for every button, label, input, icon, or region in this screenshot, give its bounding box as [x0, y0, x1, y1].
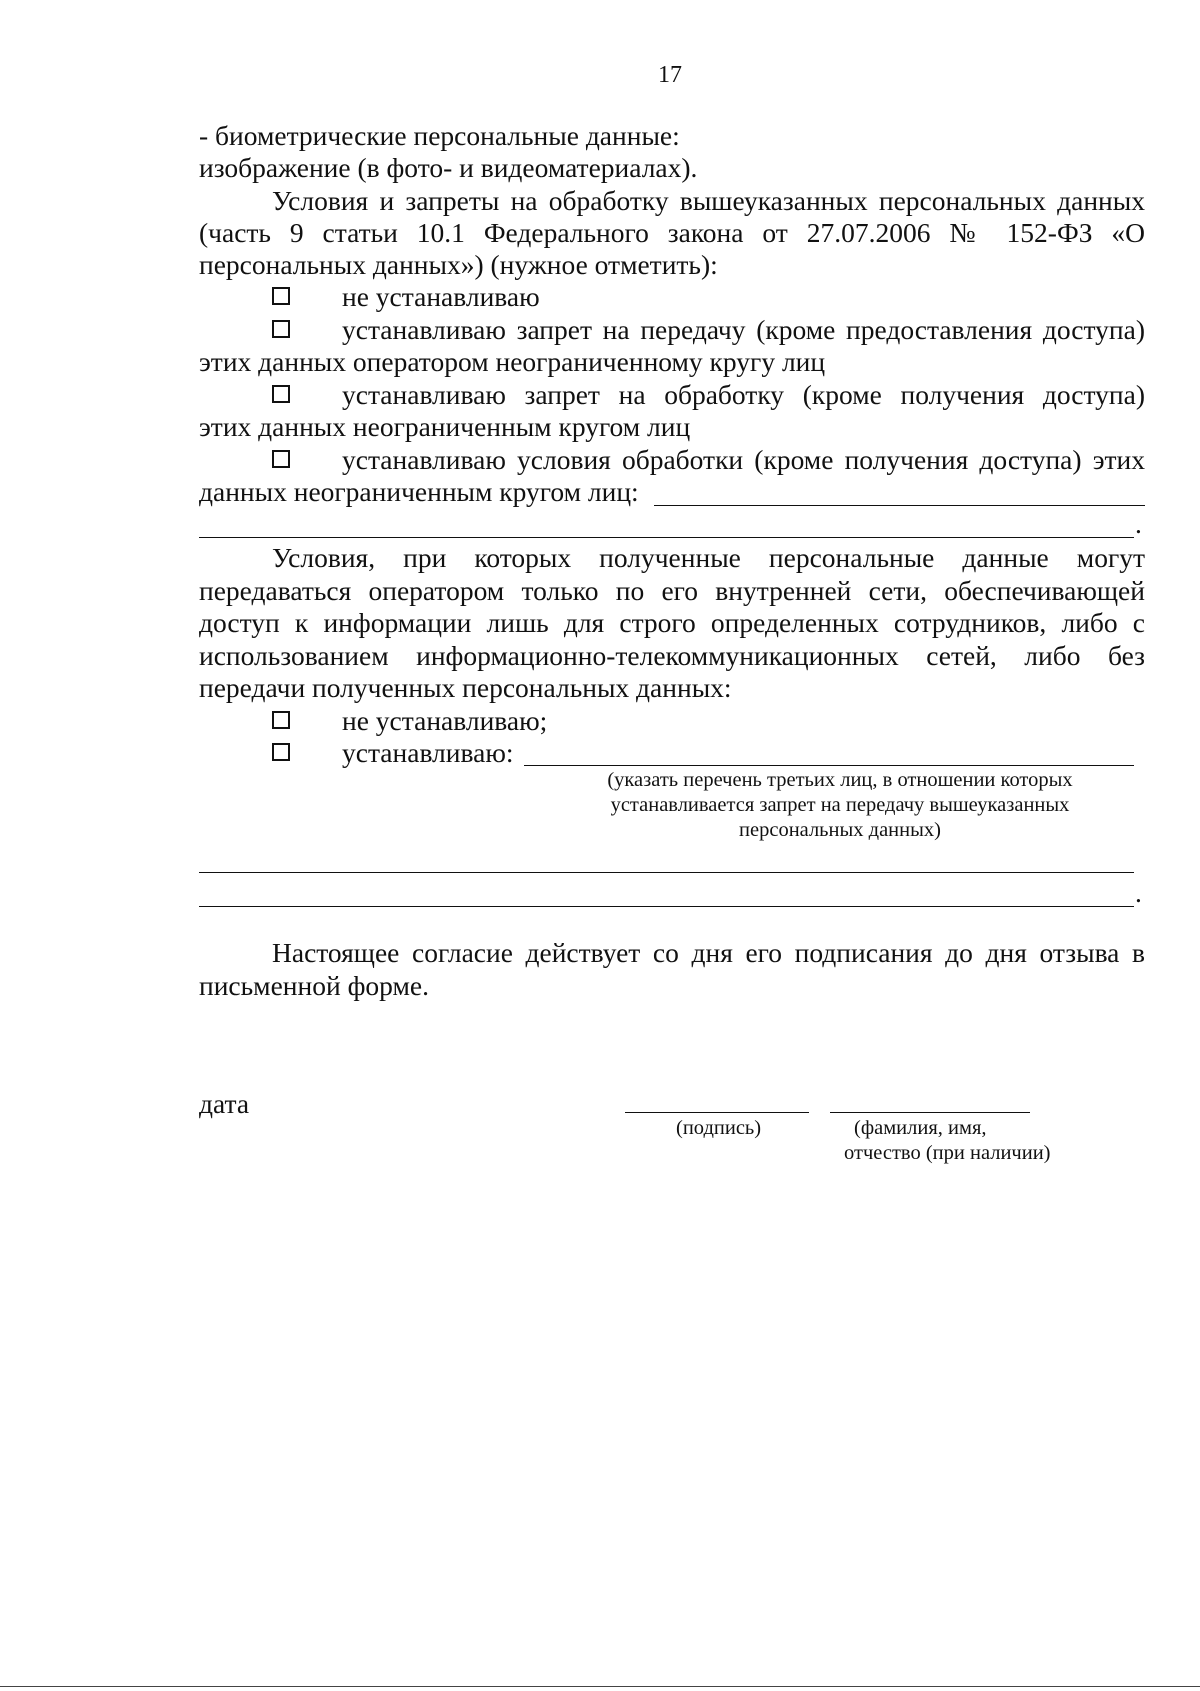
conditions1-line3: персональных данных») (нужное отметить): — [199, 249, 718, 280]
option-set-conditions-continuation: данных неограниченным кругом лиц: — [199, 476, 639, 507]
checkbox[interactable] — [272, 287, 290, 305]
conditions-fill-line[interactable] — [654, 505, 1145, 506]
name-caption-line1: (фамилия, имя, — [854, 1117, 987, 1139]
option-ban-processing-continuation: этих данных неограниченным кругом лиц — [199, 411, 691, 442]
checkbox[interactable] — [272, 385, 290, 403]
name-line[interactable] — [830, 1112, 1030, 1113]
conditions2-line3: доступ к информации лишь для строго определенных сотрудников, либо с — [199, 607, 1145, 638]
conditions2-line1: Условия, при которых полученные персональные данные могут — [272, 542, 1145, 573]
option-set-conditions[interactable] — [199, 444, 1145, 476]
validity-line1: Настоящее согласие действует со дня его подписания до дня отзыва в — [272, 937, 1145, 968]
conditions-fill-line-2[interactable] — [199, 537, 1134, 538]
checkbox[interactable] — [272, 711, 290, 729]
third-parties-fill-line[interactable] — [524, 765, 1134, 766]
caption-line: (указать перечень третьих лиц, в отношении которых — [607, 769, 1073, 791]
page-bottom-edge — [0, 1686, 1200, 1687]
option-ban-transfer-continuation: этих данных оператором неограниченному кругу лиц — [199, 346, 826, 377]
name-caption-line2: отчество (при наличии) — [844, 1142, 1051, 1164]
page-number: 17 — [658, 62, 682, 88]
line-end-period: . — [1135, 877, 1142, 908]
conditions2-line4: использованием информационно-телекоммуникационных сетей, либо без — [199, 640, 1145, 671]
caption-line: устанавливается запрет на передачу вышеуказанных — [610, 794, 1070, 816]
option-ban-transfer[interactable] — [199, 314, 1145, 346]
option-label: устанавливаю: — [342, 737, 514, 768]
option-label: не устанавливаю; — [342, 705, 548, 736]
signature-caption: (подпись) — [676, 1117, 762, 1139]
option-label: устанавливаю запрет на обработку (кроме получения доступа) — [342, 379, 1145, 410]
option-not-set[interactable] — [199, 281, 1145, 313]
line-end-period: . — [1135, 508, 1142, 539]
option-label: не устанавливаю — [342, 281, 540, 312]
conditions2-line2: передаваться оператором только по его внутренней сети, обеспечивающей — [199, 575, 1145, 606]
biometric-heading: - биометрические персональные данные: — [199, 120, 680, 151]
third-parties-caption — [560, 768, 1120, 843]
third-parties-fill-line-3[interactable] — [199, 906, 1134, 907]
conditions1-line1: Условия и запреты на обработку вышеуказанных персональных данных — [272, 185, 1145, 216]
checkbox[interactable] — [272, 320, 290, 338]
signature-line[interactable] — [625, 1112, 809, 1113]
checkbox[interactable] — [272, 743, 290, 761]
date-label: дата — [199, 1088, 250, 1119]
option-label: устанавливаю запрет на передачу (кроме предоставления доступа) — [342, 314, 1145, 345]
option-internal-not-set[interactable] — [199, 705, 1145, 737]
conditions1-line2: (часть 9 статьи 10.1 Федерального закона от 27.07.2006 № 152-ФЗ «О — [199, 217, 1145, 248]
checkbox[interactable] — [272, 450, 290, 468]
third-parties-fill-line-2[interactable] — [199, 872, 1134, 873]
biometric-item: изображение (в фото- и видеоматериалах). — [199, 152, 698, 183]
validity-line2: письменной форме. — [199, 970, 429, 1001]
caption-line: персональных данных) — [739, 819, 941, 841]
option-label: устанавливаю условия обработки (кроме получения доступа) этих — [342, 444, 1145, 475]
option-ban-processing[interactable] — [199, 379, 1145, 411]
conditions2-line5: передачи полученных персональных данных: — [199, 672, 732, 703]
